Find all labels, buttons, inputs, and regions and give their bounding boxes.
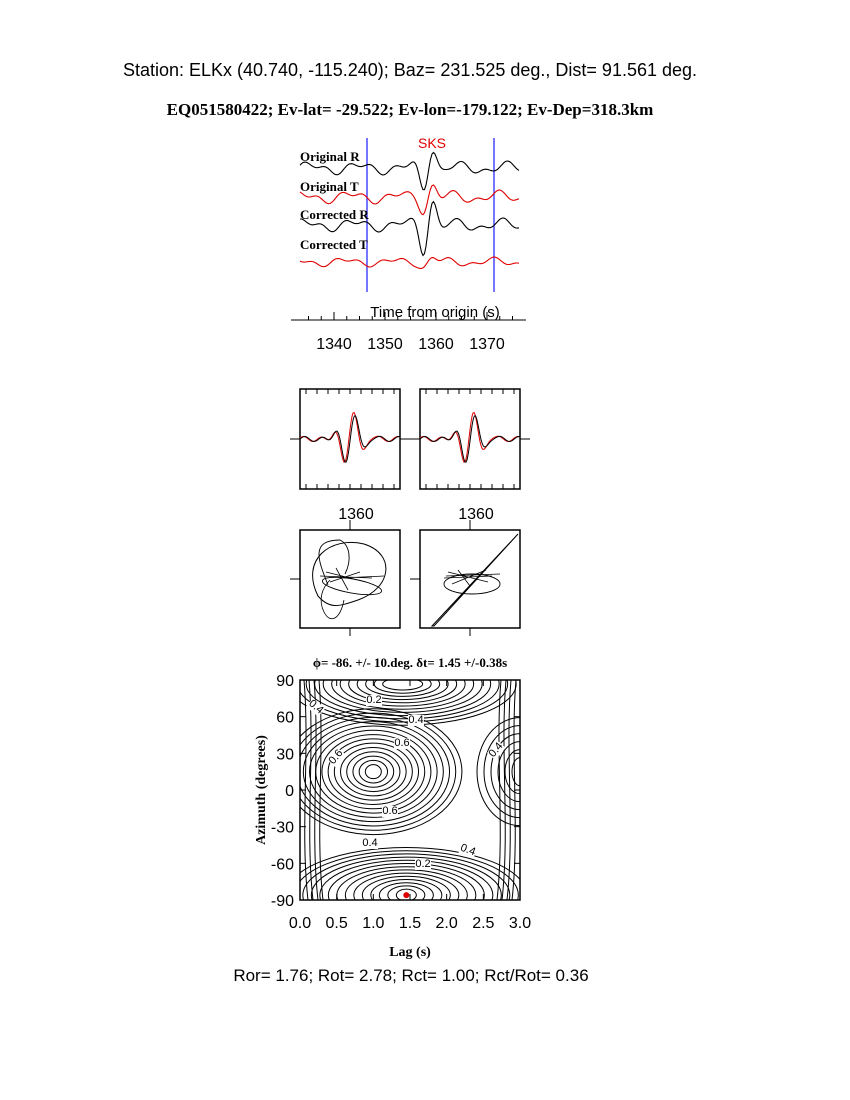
trace-label-original-r: Original R <box>300 149 360 164</box>
contour-x-label: Lag (s) <box>389 945 431 960</box>
x-tick-label: 1.5 <box>398 915 422 932</box>
trace-label-original-t: Original T <box>300 179 359 194</box>
time-tick-1370: 1370 <box>469 336 505 353</box>
window-tick-left: 1360 <box>338 506 374 523</box>
window-waveform-right <box>410 389 530 489</box>
window-traces-left <box>300 413 400 463</box>
event-line: EQ051580422; Ev-lat= -29.522; Ev-lon=-179.122; Ev-Dep=318.3km <box>166 100 654 119</box>
trace-label-corrected-t: Corrected T <box>300 237 368 252</box>
contour-x-tick-labels <box>289 915 531 932</box>
x-tick-label: 1.0 <box>362 915 385 932</box>
window-traces-right <box>420 413 520 463</box>
time-tick-1340: 1340 <box>316 336 352 353</box>
time-tick-1360: 1360 <box>418 336 454 353</box>
y-tick-label: 60 <box>276 709 294 727</box>
ratios-line: Ror= 1.76; Rot= 2.78; Rct= 1.00; Rct/Rot= 0.36 <box>233 966 589 985</box>
contour-label: 0.4 <box>458 841 478 859</box>
phase-label: SKS <box>417 135 447 151</box>
particle-motion-left <box>290 520 400 636</box>
particle-motion-right <box>410 520 520 636</box>
contour-label: 0.2 <box>366 694 382 706</box>
y-tick-label: 0 <box>285 783 294 800</box>
window-trace-right-black <box>420 416 520 463</box>
x-tick-label: 3.0 <box>508 915 532 932</box>
y-tick-label: 90 <box>276 673 294 690</box>
time-tick-1350: 1350 <box>367 336 403 353</box>
best-fit-marker <box>403 892 409 898</box>
contour-label: 0.4 <box>408 714 424 726</box>
contour-label: 0.4 <box>306 697 326 717</box>
contour-labels <box>306 694 506 870</box>
window-trace-left-black <box>300 416 400 463</box>
trace-label-corrected-r: Corrected R <box>300 207 369 222</box>
y-tick-label: 30 <box>276 746 294 764</box>
contour-y-tick-labels <box>271 673 294 910</box>
x-tick-label: 0.0 <box>288 915 312 932</box>
contour-label: 0.6 <box>326 747 346 767</box>
contour-label: 0.4 <box>362 837 378 849</box>
window-waveform-left <box>290 389 410 489</box>
contour-y-label: Azimuth (degrees) <box>254 735 269 845</box>
waveform-panel <box>291 135 526 353</box>
y-tick-label: -90 <box>270 893 294 910</box>
window-tick-right: 1360 <box>458 506 494 523</box>
contour-title: ϕ= -86. +/- 10.deg. δt= 1.45 +/-0.38s <box>312 655 508 670</box>
contour-label: 0.6 <box>382 805 398 817</box>
contour-label: 0.6 <box>394 737 410 749</box>
station-line: Station: ELKx (40.740, -115.240); Baz= 231.525 deg., Dist= 91.561 deg. <box>122 60 698 80</box>
contour-lines <box>285 643 563 943</box>
contour-plot <box>254 643 563 960</box>
particle-box-right <box>420 530 520 628</box>
x-tick-label: 2.5 <box>472 915 495 932</box>
y-tick-label: -30 <box>270 819 294 837</box>
x-tick-label: 2.0 <box>435 915 458 932</box>
x-tick-label: 0.5 <box>325 915 348 932</box>
y-tick-label: -60 <box>270 856 294 874</box>
contour-label: 0.4 <box>486 740 506 760</box>
contour-label: 0.2 <box>415 858 431 870</box>
time-axis-title: Time from origin (s) <box>370 304 500 321</box>
trace-corrected-t <box>300 257 519 268</box>
